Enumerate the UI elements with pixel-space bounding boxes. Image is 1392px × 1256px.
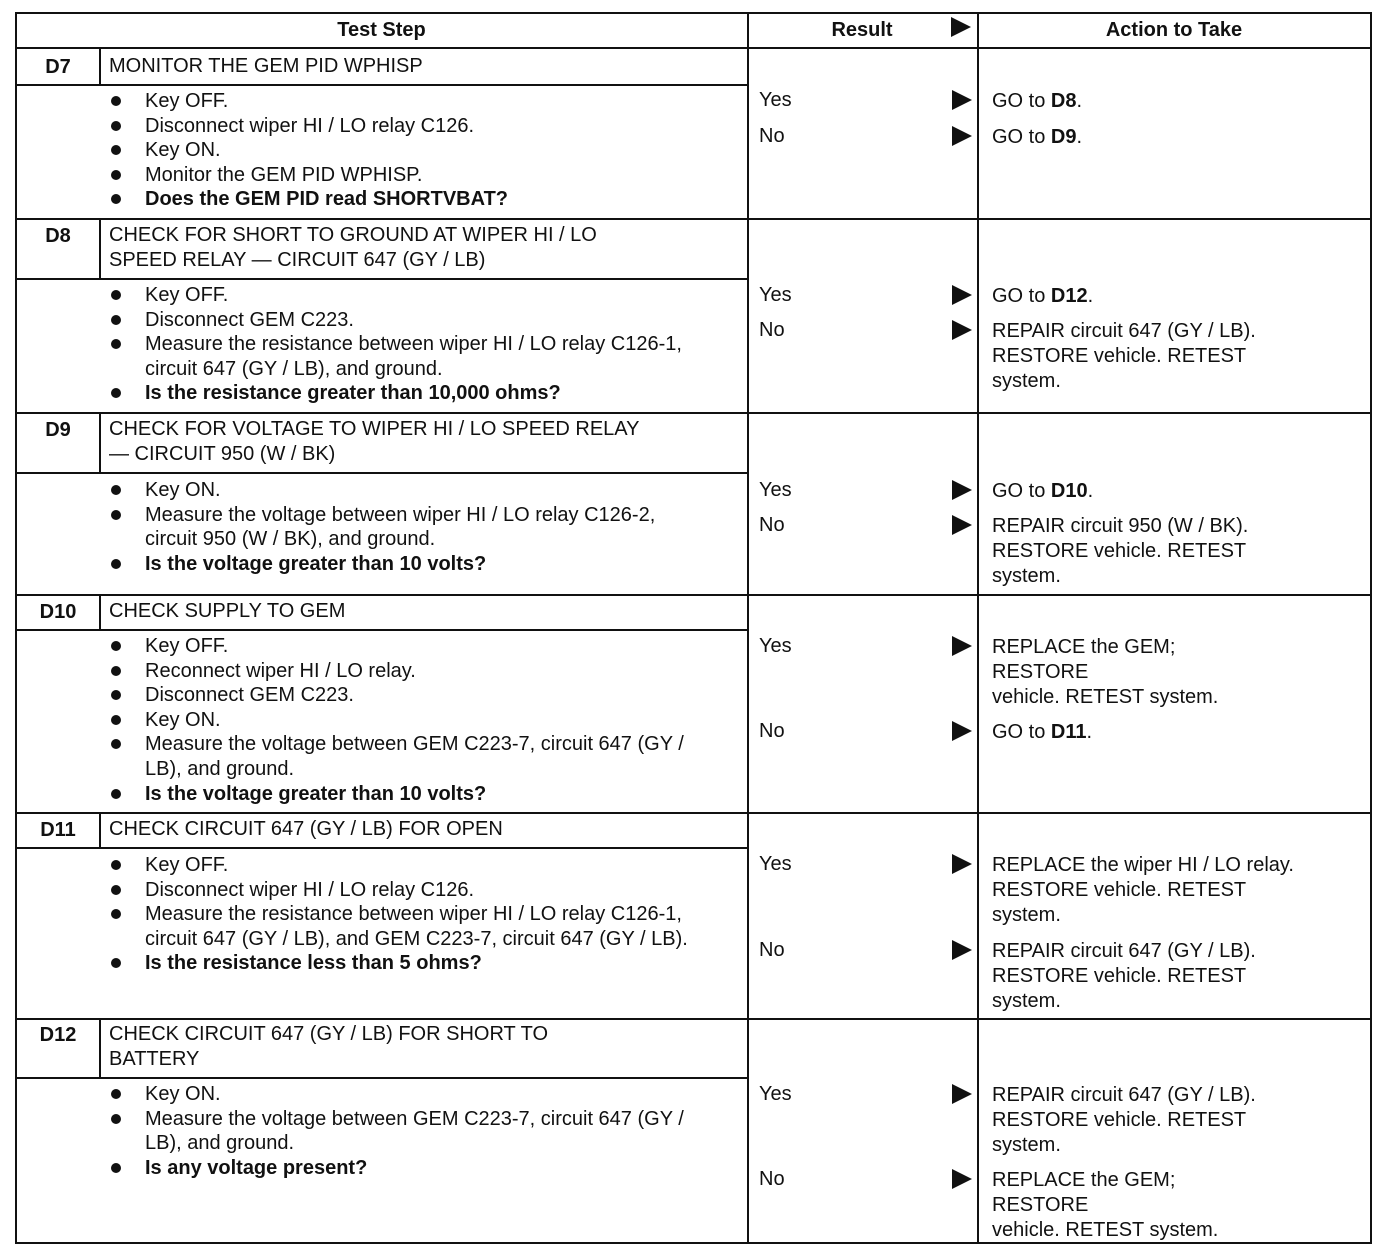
step-bullets [107,89,707,212]
step-bullet: Disconnect wiper HI / LO relay C126. [107,878,707,903]
action-step-ref: D10 [1050,480,1088,502]
result-arrow-icon [952,320,972,340]
step-bullets [107,853,707,976]
step-question: Is the voltage greater than 10 volts? [107,782,707,807]
step-title-line: — CIRCUIT 950 (W / BK) [109,443,336,465]
diagnostic-table [15,12,1372,1244]
title-divider [17,629,747,631]
step-bullet: Key ON. [107,138,707,163]
step-id: D10 [39,601,77,623]
step-title-line: CHECK SUPPLY TO GEM [109,600,346,622]
title-divider [17,84,747,86]
result-yes: Yes [759,479,792,501]
id-column-divider [99,594,101,629]
action-line: GO to D10. [992,480,1094,502]
result-arrow-icon [952,90,972,110]
result-arrow-icon [952,515,972,535]
action-column-divider [977,14,979,1242]
title-divider [17,278,747,280]
step-title-line: MONITOR THE GEM PID WPHISP [109,55,423,77]
step-bullets [107,1082,707,1180]
action-text [992,1083,1362,1158]
result-no: No [759,720,785,742]
step-title [109,817,749,842]
action-line: system. [992,370,1061,392]
action-step-ref: D12 [1050,285,1088,307]
action-line: RESTORE [992,1194,1089,1216]
id-column-divider [99,1018,101,1077]
step-title [109,223,749,273]
id-column-divider [99,218,101,278]
step-bullet: Monitor the GEM PID WPHISP. [107,163,707,188]
section-divider [17,594,1370,596]
step-bullet: Measure the resistance between wiper HI / LO relay C126-1, circuit 647 (GY / LB), and ground. [107,332,707,381]
action-line: REPLACE the wiper HI / LO relay. [992,854,1294,876]
step-question: Is the voltage greater than 10 volts? [107,552,707,577]
action-line: RESTORE [992,661,1089,683]
result-arrow-icon [952,636,972,656]
step-bullets [107,478,707,576]
action-line: RESTORE vehicle. RETEST [992,345,1247,367]
action-line: RESTORE vehicle. RETEST [992,540,1247,562]
action-line: vehicle. RETEST system. [992,1219,1219,1241]
id-column-divider [99,49,101,84]
section-divider [17,812,1370,814]
result-arrow-icon [952,126,972,146]
result-yes: Yes [759,635,792,657]
result-no: No [759,514,785,536]
step-bullet: Measure the voltage between wiper HI / LO relay C126-2, circuit 950 (W / BK), and ground. [107,503,707,552]
step-bullet: Key OFF. [107,634,707,659]
header-arrow-icon [951,17,971,37]
action-line: GO to D12. [992,285,1094,307]
id-column-divider [99,412,101,472]
section-divider [17,1018,1370,1020]
result-yes: Yes [759,1083,792,1105]
action-text [992,284,1362,309]
action-line: RESTORE vehicle. RETEST [992,1109,1247,1131]
action-text [992,939,1362,1014]
action-line: REPLACE the GEM; [992,1169,1176,1191]
step-bullet: Key OFF. [107,853,707,878]
action-line: GO to D11. [992,721,1093,743]
step-id: D12 [39,1024,77,1046]
action-step-ref: D9 [1050,126,1077,148]
step-bullet: Key ON. [107,478,707,503]
result-no: No [759,939,785,961]
step-bullet: Measure the voltage between GEM C223-7, circuit 647 (GY / LB), and ground. [107,732,707,781]
action-text [992,319,1362,394]
action-text [992,1168,1362,1243]
step-bullet: Disconnect wiper HI / LO relay C126. [107,114,707,139]
action-line: REPAIR circuit 647 (GY / LB). [992,1084,1256,1106]
id-column-divider [99,812,101,847]
step-title-line: SPEED RELAY — CIRCUIT 647 (GY / LB) [109,249,486,271]
result-yes: Yes [759,89,792,111]
step-title-line: BATTERY [109,1048,200,1070]
step-title [109,1022,749,1072]
action-line: GO to D9. [992,126,1083,148]
result-arrow-icon [952,721,972,741]
action-line: system. [992,904,1061,926]
result-arrow-icon [952,1169,972,1189]
title-divider [17,1077,747,1079]
title-divider [17,472,747,474]
result-no: No [759,1168,785,1190]
result-column-divider [747,14,749,1242]
action-step-ref: D11 [1050,721,1087,743]
step-title-line: CHECK FOR VOLTAGE TO WIPER HI / LO SPEED RELAY [109,418,640,440]
header-test-step: Test Step [337,19,426,41]
step-question: Is any voltage present? [107,1156,707,1181]
step-title [109,417,749,467]
action-text [992,125,1362,150]
action-step-ref: D8 [1050,90,1077,112]
action-text [992,853,1362,928]
step-bullet: Key OFF. [107,89,707,114]
step-id: D8 [45,225,71,247]
action-text [992,89,1362,114]
action-text [992,635,1362,710]
step-bullet: Measure the voltage between GEM C223-7, circuit 647 (GY / LB), and ground. [107,1107,707,1156]
step-question: Is the resistance less than 5 ohms? [107,951,707,976]
header-action: Action to Take [1105,19,1243,41]
step-question: Does the GEM PID read SHORTVBAT? [107,187,707,212]
step-bullets [107,634,707,806]
header-result: Result [831,19,893,41]
action-line: REPAIR circuit 647 (GY / LB). [992,320,1256,342]
action-line: GO to D8. [992,90,1083,112]
step-title-line: CHECK CIRCUIT 647 (GY / LB) FOR OPEN [109,818,503,840]
step-bullet: Measure the resistance between wiper HI / LO relay C126-1, circuit 647 (GY / LB), and GEM C223-7, circuit 647 (GY / LB). [107,902,707,951]
action-line: RESTORE vehicle. RETEST [992,879,1247,901]
step-bullet: Reconnect wiper HI / LO relay. [107,659,707,684]
result-yes: Yes [759,853,792,875]
action-line: vehicle. RETEST system. [992,686,1219,708]
result-arrow-icon [952,940,972,960]
action-text [992,514,1362,589]
step-title [109,54,749,79]
step-title-line: CHECK CIRCUIT 647 (GY / LB) FOR SHORT TO [109,1023,548,1045]
result-arrow-icon [952,480,972,500]
step-title-line: CHECK FOR SHORT TO GROUND AT WIPER HI / LO [109,224,597,246]
action-line: system. [992,990,1061,1012]
title-divider [17,847,747,849]
section-divider [17,412,1370,414]
step-id: D11 [40,819,76,841]
action-line: REPAIR circuit 647 (GY / LB). [992,940,1256,962]
result-arrow-icon [952,285,972,305]
step-bullet: Key ON. [107,1082,707,1107]
action-line: RESTORE vehicle. RETEST [992,965,1247,987]
step-bullet: Key ON. [107,708,707,733]
result-yes: Yes [759,284,792,306]
step-title [109,599,749,624]
result-arrow-icon [952,854,972,874]
action-text [992,479,1362,504]
action-line: REPLACE the GEM; [992,636,1176,658]
result-no: No [759,125,785,147]
result-arrow-icon [952,1084,972,1104]
result-no: No [759,319,785,341]
header-divider [17,47,1370,49]
step-question: Is the resistance greater than 10,000 ohms? [107,381,707,406]
action-line: system. [992,1134,1061,1156]
step-bullet: Key OFF. [107,283,707,308]
action-text [992,720,1362,745]
action-line: system. [992,565,1061,587]
step-bullets [107,283,707,406]
step-bullet: Disconnect GEM C223. [107,683,707,708]
step-id: D9 [45,419,71,441]
step-id: D7 [45,56,71,78]
step-bullet: Disconnect GEM C223. [107,308,707,333]
action-line: REPAIR circuit 950 (W / BK). [992,515,1249,537]
section-divider [17,218,1370,220]
